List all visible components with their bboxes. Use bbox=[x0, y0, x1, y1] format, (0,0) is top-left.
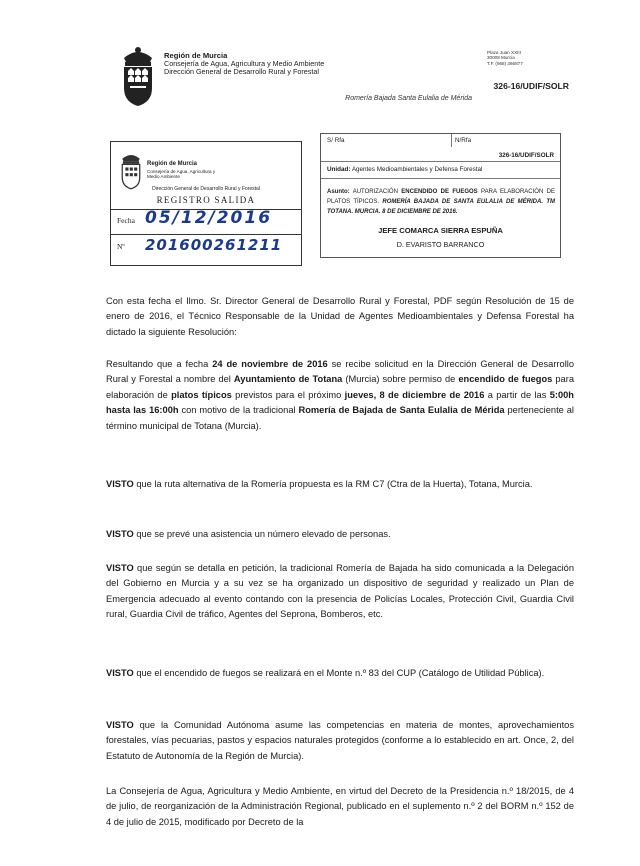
text-run: platos típicos bbox=[171, 389, 232, 400]
asunto-part: ENCENDIDO DE FUEGOS bbox=[401, 189, 478, 195]
text-run: 24 de noviembre de 2016 bbox=[212, 359, 328, 369]
visto-text: que se prevé una asistencia un número elevado de personas. bbox=[133, 529, 391, 539]
text-run: se recibe solicitud en la Dirección General de Desarrollo Rural y Forestal a nombre del bbox=[106, 359, 574, 385]
stamp-divider bbox=[111, 234, 301, 235]
text-run: Resultando que a fecha bbox=[106, 359, 213, 369]
unidad-row bbox=[327, 166, 482, 173]
address-line: T.F. (968) 366877 bbox=[487, 60, 523, 66]
reference-box bbox=[320, 133, 561, 258]
unidad-label: Unidad: bbox=[327, 166, 351, 173]
document-subject-line: Romería Bajada Santa Eulalia de Mérida bbox=[345, 95, 472, 102]
org-name: Región de Murcia bbox=[164, 51, 228, 60]
resultando-paragraph bbox=[106, 357, 574, 434]
text-run: Ayuntamiento de Totana bbox=[233, 374, 343, 385]
text-run: encendido de fuegos bbox=[458, 374, 553, 385]
s-rfa-label: S/ Rfa bbox=[327, 137, 345, 144]
text-run: para elaboración de bbox=[106, 374, 574, 400]
visto-label: VISTO bbox=[106, 720, 134, 730]
stamp-title: REGISTRO SALIDA bbox=[156, 195, 256, 205]
visto-label: VISTO bbox=[106, 668, 134, 678]
stamp-dept bbox=[147, 169, 215, 179]
unidad-value: Agentes Medioambientales y Defensa Forestal bbox=[351, 166, 483, 173]
stamp-dept-line: Medio Ambiente bbox=[147, 174, 180, 180]
visto-paragraph bbox=[106, 561, 574, 623]
address-line: Plaza Juan XXIII bbox=[487, 50, 521, 55]
text-run: jueves, 8 de diciembre de 2016 bbox=[344, 389, 485, 400]
visto-paragraph bbox=[106, 666, 574, 681]
stamp-num-label: Nº bbox=[117, 242, 125, 251]
stamp-fecha-label: Fecha bbox=[117, 216, 135, 225]
visto-label: VISTO bbox=[106, 479, 134, 489]
text-run: Romería de Bajada de Santa Eulalia de Mérida bbox=[298, 405, 505, 416]
jefe-title: JEFE COMARCA SIERRA ESPUÑA bbox=[378, 226, 503, 235]
n-rfa-value: 326-16/UDIF/SOLR bbox=[498, 152, 554, 159]
stamp-directorate: Dirección General de Desarrollo Rural y Forestal bbox=[152, 186, 260, 192]
visto-paragraph bbox=[106, 527, 574, 542]
visto-text: que el encendido de fuegos se realizará en el Monte n.º 83 del CUP (Catálogo de Utilidad Pública). bbox=[133, 668, 545, 678]
stamp-dept-line: Consejería de Agua, Agricultura y bbox=[147, 169, 216, 174]
asunto-label: Asunto: bbox=[327, 189, 350, 195]
text-run: con motivo de la tradicional bbox=[178, 405, 299, 416]
asunto-part: ROMERÍA BAJADA DE SANTA EULALIA DE MÉRIDA. TM TOTANA. MURCIA. 8 DE DICIEMBRE DE 2016. bbox=[327, 199, 555, 215]
visto-label: VISTO bbox=[106, 563, 134, 573]
asunto-text bbox=[327, 187, 555, 217]
visto-text: que según se detalla en petición, la tradicional Romería de Bajada ha sido comunicada a la Delegación del Gobierno en Murcia y a su vez se ha organizado un dispositivo de seguridad y realizado un Plan de Emergencia adecuado al evento contando con la presencia de Policías Locales, Protección Civil, Guardia Civil rural, Guardia Civil de tráfico, Agentes del Seprona, Bomberos, etc. bbox=[106, 563, 574, 620]
address-line: 30008 Murcia bbox=[487, 55, 515, 61]
asunto-part: PARA ELABORACIÓN DE PLATOS TÍPICOS. bbox=[327, 189, 555, 205]
visto-text: que la Comunidad Autónoma asume las competencias en materia de montes, aprovechamientos forestales, vías pecuarias, pastos y espacios naturales protegidos (conforme a lo establecido en art. Once, 2, del Estatuto de Autonomía de la Región de Murcia). bbox=[106, 720, 574, 761]
jefe-name: D. EVARISTO BARRANCO bbox=[396, 240, 485, 249]
n-rfa-label: N/Rfa bbox=[455, 137, 472, 144]
stamp-fecha-value: 05/12/2016 bbox=[145, 208, 273, 228]
text-run: perteneciente al término municipal de Totana (Murcia). bbox=[106, 405, 574, 431]
text-run: (Murcia) sobre permiso de bbox=[342, 374, 459, 385]
box-divider bbox=[321, 161, 560, 162]
intro-paragraph: Con esta fecha el Ilmo. Sr. Director General de Desarrollo Rural y Forestal, PDF según Resolución de 15 de enero de 2016, el Técnico Responsable de la Unidad de Agentes Medioambientales y Defensa Forestal ha dictado la siguiente Resolución: bbox=[106, 296, 574, 337]
visto-paragraph bbox=[106, 718, 574, 764]
text-run: 5:00h hasta las 16:00h bbox=[106, 389, 574, 416]
header-organization bbox=[164, 52, 324, 77]
visto-paragraph bbox=[106, 477, 574, 492]
stamp-num-value: 201600261211 bbox=[145, 236, 283, 254]
registro-salida-stamp bbox=[110, 141, 302, 266]
org-dept: Consejería de Agua, Agricultura y Medio Ambiente bbox=[164, 59, 325, 69]
visto-text: que la ruta alternativa de la Romería propuesta es la RM C7 (Ctra de la Huerta), Totana, Murcia. bbox=[133, 479, 533, 489]
visto-label: VISTO bbox=[106, 529, 134, 539]
box-divider bbox=[321, 178, 560, 179]
box-divider bbox=[451, 134, 452, 147]
region-murcia-crest-icon bbox=[118, 150, 144, 190]
text-run: previstos para el próximo bbox=[231, 389, 345, 400]
text-run: a partir de las bbox=[484, 389, 550, 400]
consejeria-paragraph: La Consejería de Agua, Agricultura y Medio Ambiente, en virtud del Decreto de la Presidencia n.º 18/2015, de 4 de julio, de reorganización de la Administración Regional, publicado en el suplemento n.º 2 del BORM n.º 152 de 4 de julio de 2015, modificado por Decreto de la bbox=[106, 786, 574, 827]
asunto-part: AUTORIZACIÓN bbox=[352, 189, 398, 195]
resolution-body bbox=[106, 294, 574, 866]
header-address bbox=[487, 50, 523, 66]
document-reference: 326-16/UDIF/SOLR bbox=[493, 81, 569, 91]
org-directorate: Dirección General de Desarrollo Rural y Forestal bbox=[164, 67, 319, 77]
stamp-org: Región de Murcia bbox=[147, 161, 198, 167]
